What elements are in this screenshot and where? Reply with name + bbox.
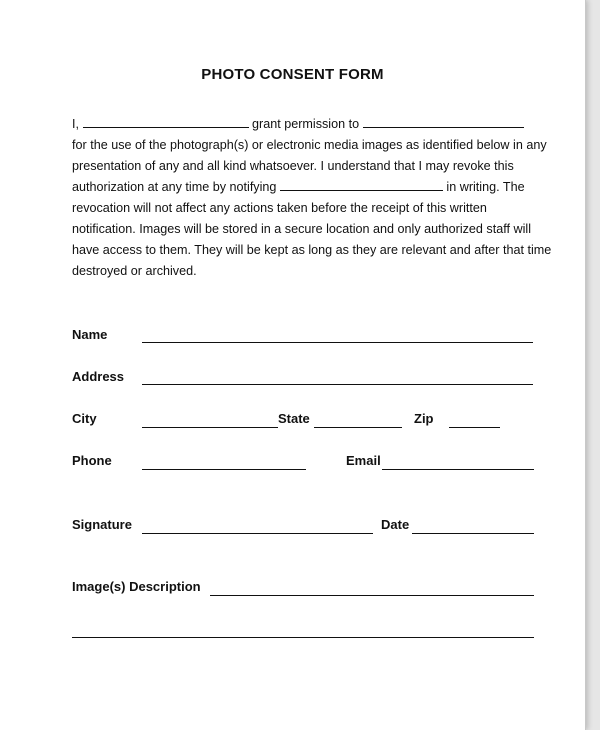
name-label: Name [72, 327, 108, 342]
email-field[interactable] [382, 469, 534, 470]
signature-label: Signature [72, 517, 132, 532]
phone-label: Phone [72, 453, 112, 468]
paragraph-text-i: I, [72, 117, 79, 131]
state-field[interactable] [314, 427, 402, 428]
paragraph-line-4 [72, 177, 525, 198]
paragraph-line-7: have access to them. They will be kept as long as they are relevant and after that time [72, 243, 552, 257]
email-label: Email [346, 453, 381, 468]
page-title: PHOTO CONSENT FORM [201, 66, 384, 83]
paragraph-line-6: notification. Images will be stored in a secure location and only authorized staff will [72, 222, 531, 236]
images-description-field[interactable] [210, 595, 534, 596]
zip-field[interactable] [449, 427, 500, 428]
zip-label: Zip [414, 411, 434, 426]
date-label: Date [381, 517, 410, 532]
paragraph-line-3: presentation of any and all kind whatsoever. I understand that I may revoke this [72, 159, 514, 173]
paragraph-line-1 [72, 114, 524, 135]
signature-field[interactable] [142, 533, 373, 534]
city-label: City [72, 411, 97, 426]
state-label: State [278, 411, 310, 426]
name-field[interactable] [142, 342, 533, 343]
city-field[interactable] [142, 427, 278, 428]
paragraph-line-5: revocation will not affect any actions taken before the receipt of this written [72, 201, 487, 215]
notify-person-blank[interactable] [280, 178, 443, 191]
paragraph-line-8: destroyed or archived. [72, 264, 197, 278]
paragraph-text-writing: in writing. The [446, 180, 525, 194]
address-field[interactable] [142, 384, 533, 385]
images-description-label: Image(s) Description [72, 579, 201, 594]
paragraph-text-grant: grant permission to [252, 117, 360, 131]
paragraph-text-notify: authorization at any time by notifying [72, 180, 277, 194]
address-label: Address [72, 369, 125, 384]
date-field[interactable] [412, 533, 534, 534]
paragraph-line-2: for the use of the photograph(s) or electronic media images as identified below in any [72, 138, 547, 152]
phone-field[interactable] [142, 469, 306, 470]
grantor-name-blank[interactable] [83, 115, 249, 128]
grantee-name-blank[interactable] [363, 115, 524, 128]
images-description-field-continued[interactable] [72, 637, 534, 638]
